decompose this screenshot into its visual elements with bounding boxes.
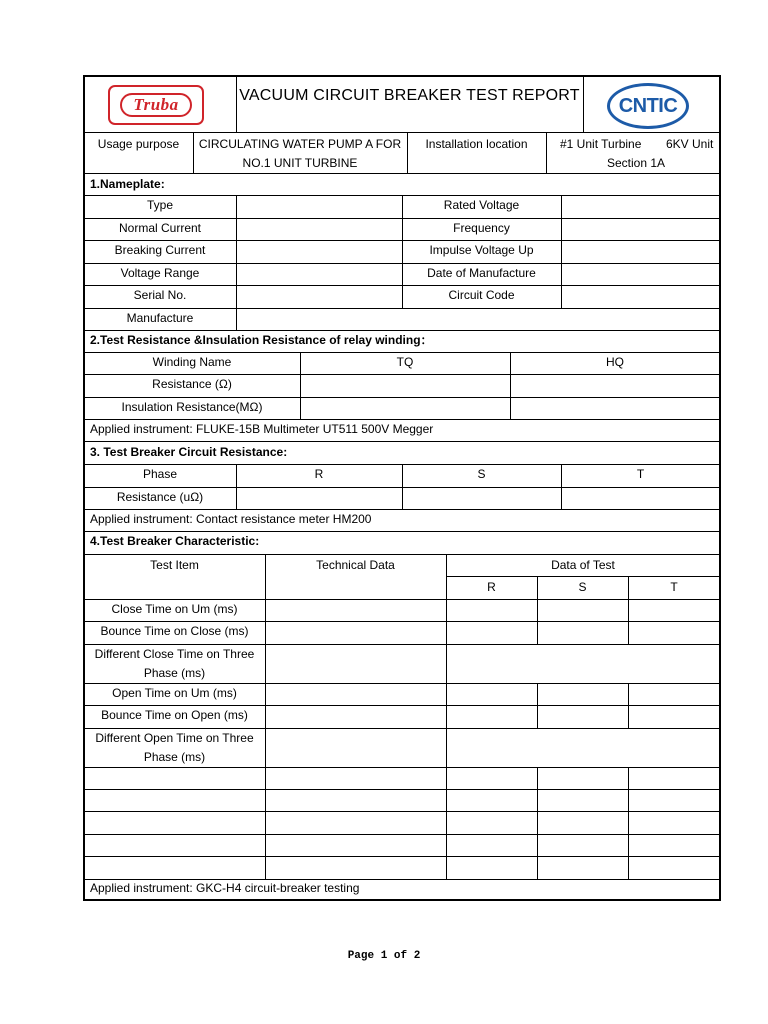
divider bbox=[84, 767, 720, 768]
installation-location-value: #1 Unit Turbine bbox=[560, 137, 642, 151]
section-heading: 3. Test Breaker Circuit Resistance: bbox=[90, 445, 288, 459]
section-heading: 2.Test Resistance &Insulation Resistance of relay winding： bbox=[90, 333, 433, 347]
row-label: Different Open Time on Three bbox=[95, 731, 254, 745]
row-label: Close Time on Um (ms) bbox=[111, 602, 238, 616]
row-label: Open Time on Um (ms) bbox=[112, 686, 237, 700]
divider bbox=[561, 195, 562, 308]
nameplate-label: Manufacture bbox=[126, 311, 194, 325]
usage-purpose-label: Usage purpose bbox=[97, 137, 180, 151]
applied-instrument: Applied instrument: FLUKE-15B Multimeter UT511 500V Megger bbox=[90, 422, 434, 436]
column-header: R bbox=[314, 467, 324, 481]
column-header: TQ bbox=[396, 355, 414, 369]
column-header: Technical Data bbox=[316, 558, 395, 572]
column-header: Data of Test bbox=[551, 558, 615, 572]
report-title: VACUUM CIRCUIT BREAKER TEST REPORT bbox=[239, 87, 580, 104]
divider bbox=[84, 441, 720, 442]
column-header: Test Item bbox=[150, 558, 199, 572]
row-label: Bounce Time on Close (ms) bbox=[100, 624, 249, 638]
divider bbox=[84, 554, 720, 555]
truba-logo-text: Truba bbox=[133, 95, 179, 114]
column-header: S bbox=[578, 580, 587, 594]
section-heading: 1.Nameplate: bbox=[90, 177, 165, 191]
column-header: T bbox=[670, 580, 678, 594]
divider bbox=[446, 576, 720, 577]
column-header: Phase bbox=[142, 467, 178, 481]
divider bbox=[84, 834, 720, 835]
column-header: Winding Name bbox=[152, 355, 232, 369]
nameplate-label: Voltage Range bbox=[120, 266, 200, 280]
nameplate-label: Rated Voltage bbox=[443, 198, 520, 212]
column-header: T bbox=[636, 467, 645, 481]
row-label: Phase (ms) bbox=[143, 750, 206, 764]
row-label: Resistance (uΩ) bbox=[116, 490, 204, 504]
truba-logo bbox=[108, 85, 204, 125]
divider bbox=[537, 767, 538, 879]
nameplate-label: Circuit Code bbox=[448, 288, 515, 302]
divider bbox=[265, 554, 266, 879]
installation-location-value: 6KV Unit bbox=[666, 137, 714, 151]
nameplate-label: Date of Manufacture bbox=[427, 266, 536, 280]
row-label: Resistance (Ω) bbox=[152, 377, 232, 391]
applied-instrument: Applied instrument: GKC-H4 circuit-breaker testing bbox=[90, 881, 360, 895]
cntic-logo-text: CNTIC bbox=[618, 94, 678, 117]
usage-purpose-value: NO.1 UNIT TURBINE bbox=[242, 156, 358, 170]
row-label: Phase (ms) bbox=[143, 666, 206, 680]
applied-instrument: Applied instrument: Contact resistance meter HM200 bbox=[90, 512, 372, 526]
divider bbox=[84, 811, 720, 812]
nameplate-label: Breaking Current bbox=[114, 243, 206, 257]
page-number: Page 1 of 2 bbox=[347, 950, 421, 962]
section-heading: 4.Test Breaker Characteristic: bbox=[90, 534, 260, 548]
nameplate-label: Normal Current bbox=[118, 221, 202, 235]
divider bbox=[546, 132, 547, 173]
divider bbox=[84, 132, 720, 133]
divider bbox=[84, 173, 720, 174]
divider bbox=[84, 789, 720, 790]
installation-location-label: Installation location bbox=[425, 137, 528, 151]
divider bbox=[583, 76, 584, 132]
row-label: Different Close Time on Three bbox=[94, 647, 255, 661]
nameplate-label: Serial No. bbox=[133, 288, 187, 302]
divider bbox=[628, 767, 629, 879]
row-label: Bounce Time on Open (ms) bbox=[101, 708, 248, 722]
column-header: R bbox=[487, 580, 496, 594]
nameplate-label: Frequency bbox=[453, 221, 510, 235]
cntic-logo bbox=[607, 83, 689, 129]
column-header: HQ bbox=[606, 355, 624, 369]
divider bbox=[446, 554, 447, 879]
divider bbox=[84, 856, 720, 857]
nameplate-label: Type bbox=[146, 198, 173, 212]
nameplate-label: Impulse Voltage Up bbox=[429, 243, 534, 257]
row-label: Insulation Resistance(MΩ) bbox=[121, 400, 263, 414]
installation-location-value: Section 1A bbox=[607, 156, 666, 170]
column-header: S bbox=[477, 467, 486, 481]
usage-purpose-value: CIRCULATING WATER PUMP A FOR bbox=[198, 137, 402, 151]
